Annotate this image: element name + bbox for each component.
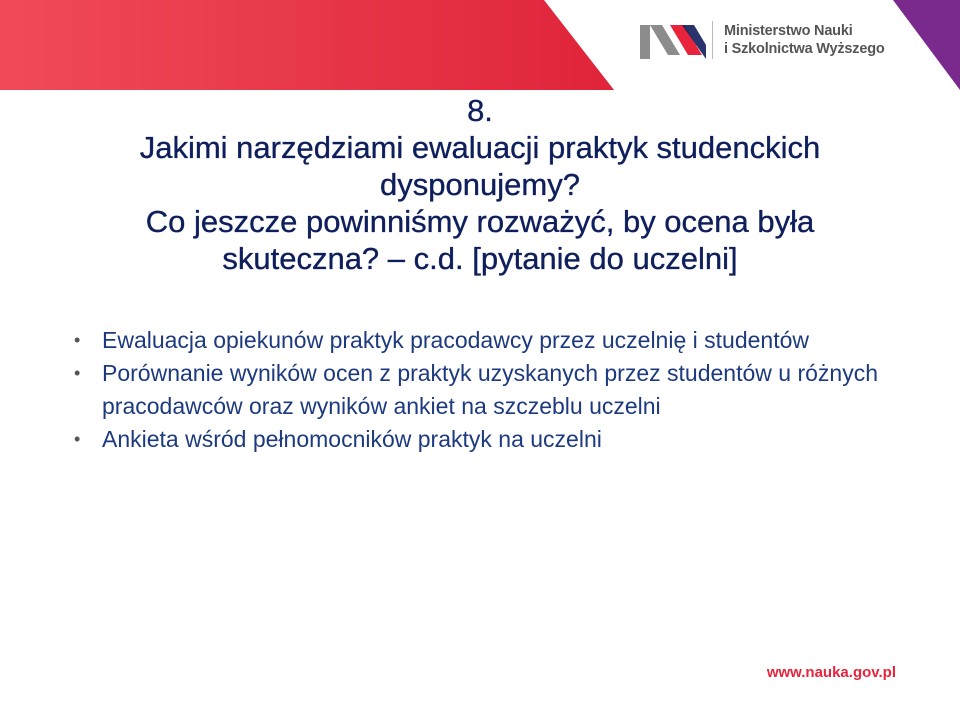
title-line: Jakimi narzędziami ewaluacji praktyk studenckich [139, 130, 821, 165]
bullet-marker: • [74, 429, 81, 449]
bullet-marker: • [74, 330, 81, 350]
bullet-item [74, 423, 904, 456]
red-band-shape [0, 0, 614, 90]
title-line: skuteczna? – c.d. [pytanie do uczelni] [222, 241, 738, 276]
ministry-name-line2: i Szkolnictwa Wyższego [724, 41, 885, 57]
bullet-list [74, 324, 904, 456]
purple-corner-shape [893, 0, 960, 90]
bullet-text: Porównanie wyników ocen z praktyk uzyskanych przez studentów u różnych pracodawców oraz wyników ankiet na szczeblu uczelni [102, 360, 878, 419]
ministry-name-line1: Ministerstwo Nauki [724, 23, 853, 39]
ministry-logo-icon [640, 21, 706, 59]
title-line: Co jeszcze powinniśmy rozważyć, by ocena była [145, 204, 815, 239]
ministry-logo [640, 18, 885, 62]
bullet-item [74, 357, 904, 423]
ministry-name [724, 22, 885, 58]
bullet-text: Ankieta wśród pełnomocników praktyk na uczelni [102, 426, 602, 452]
logo-divider [712, 21, 713, 59]
bullet-item [74, 324, 904, 357]
bullet-marker: • [74, 363, 81, 383]
title-line: 8. [467, 93, 493, 128]
slide-title [40, 92, 920, 277]
footer-website-link[interactable]: www.nauka.gov.pl [766, 664, 896, 681]
title-line: dysponujemy? [380, 167, 580, 202]
bullet-text: Ewaluacja opiekunów praktyk pracodawcy przez uczelnię i studentów [102, 327, 809, 353]
